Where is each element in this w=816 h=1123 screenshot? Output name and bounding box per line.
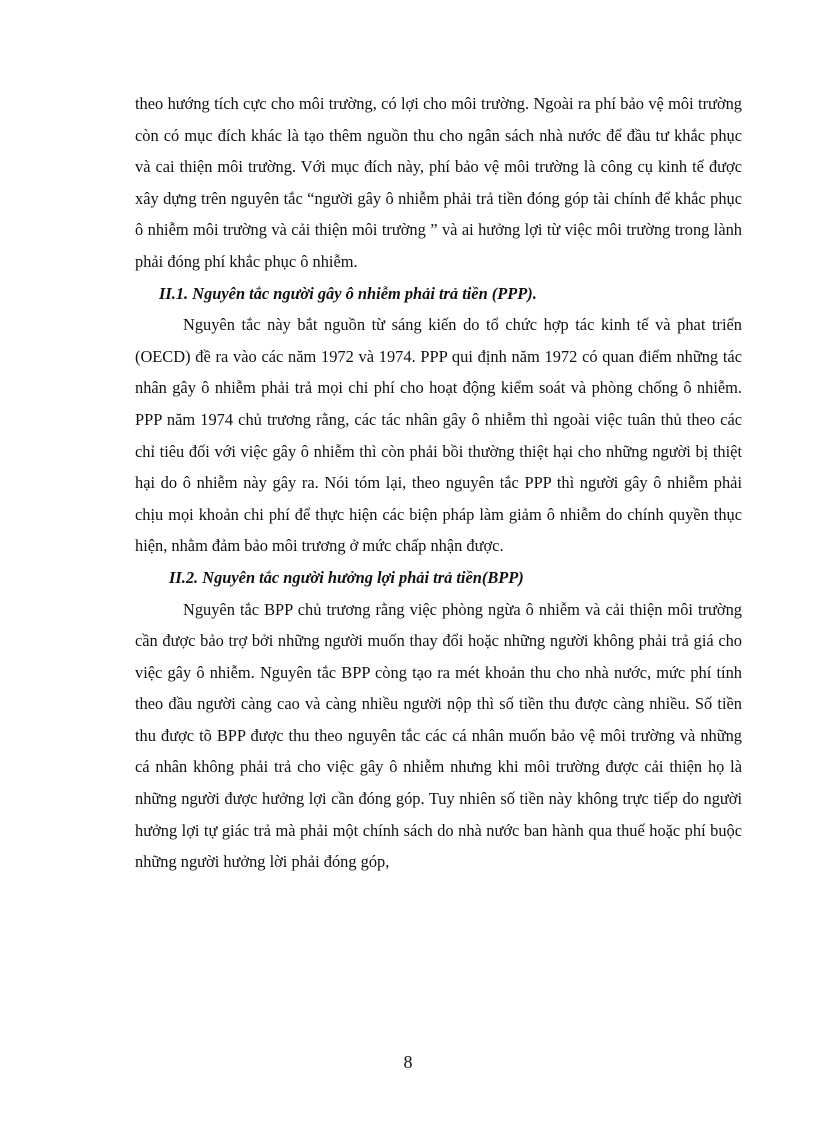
body-paragraph: theo hướng tích cực cho môi trường, có lợi cho môi trường. Ngoài ra phí bảo vệ môi trường còn có mục đích khác là tạo thêm nguồn thu cho ngân sách nhà nước để đầu tư khắc phục và cai thiện môi trường. Với mục đích này, phí bảo vệ môi trường là công cụ kinh tế được xây dựng trên nguyên tắc “người gây ô nhiễm phải trả tiền đóng góp tài chính để khắc phục ô nhiễm môi trường và cải thiện môi trường ” và ai hưởng lợi từ việc môi trường trong lành phải đóng phí khắc phục ô nhiễm.: [135, 94, 742, 271]
section-heading: II.1. Nguyên tắc người gây ô nhiễm phải trả tiền (PPP).: [159, 283, 537, 303]
body-paragraph: Nguyên tắc BPP chủ trương rằng việc phòng ngừa ô nhiễm và cải thiện môi trường cần được bảo trợ bởi những người muốn thay đổi hoặc những người không phải trả giá cho việc gây ô nhiễm. Nguyên tắc BPP còng tạo ra mét khoản thu cho nhà nước, mức phí tính theo đầu người càng cao và càng nhiều người nộp thì số tiền thu được càng nhiều. Số tiền thu được tõ BPP được thu theo nguyên tắc các cá nhân muốn bảo vệ môi trường và những cá nhân không phải trả cho việc gây ô nhiễm nhưng khi môi trường được cải thiện họ là những người được hưởng lợi cần đóng góp. Tuy nhiên số tiền này không trực tiếp do người hưởng lợi tự giác trả mà phải một chính sách do nhà nước ban hành qua thuế hoặc phí buộc những người hưởng lời phải đóng góp,: [135, 599, 742, 872]
page-number: 8: [403, 1052, 413, 1072]
page-body: [135, 88, 742, 878]
body-paragraph: Nguyên tắc này bắt nguồn từ sáng kiến do tổ chức hợp tác kinh tế và phat triển (OECD) đề ra vào các năm 1972 và 1974. PPP qui định năm 1972 có quan điểm những tác nhân gây ô nhiễm phải trả mọi chi phí cho hoạt động kiểm soát và phòng chống ô nhiễm. PPP năm 1974 chủ trương rằng, các tác nhân gây ô nhiễm thì ngoài việc tuân thủ theo các chỉ tiêu đối với việc gây ô nhiễm thì còn phải bồi thường thiệt hại cho những người bị thiệt hại do ô nhiễm này gây ra. Nói tóm lại, theo nguyên tắc PPP thì người gây ô nhiễm phải chịu mọi khoản chi phí để thực hiện các biện pháp làm giảm ô nhiễm do chính quyền thục hiện, nhằm đảm bảo môi trương ở mức chấp nhận được.: [135, 315, 742, 556]
section-heading: II.2. Nguyên tắc người hưởng lợi phải trả tiền(BPP): [169, 567, 524, 587]
